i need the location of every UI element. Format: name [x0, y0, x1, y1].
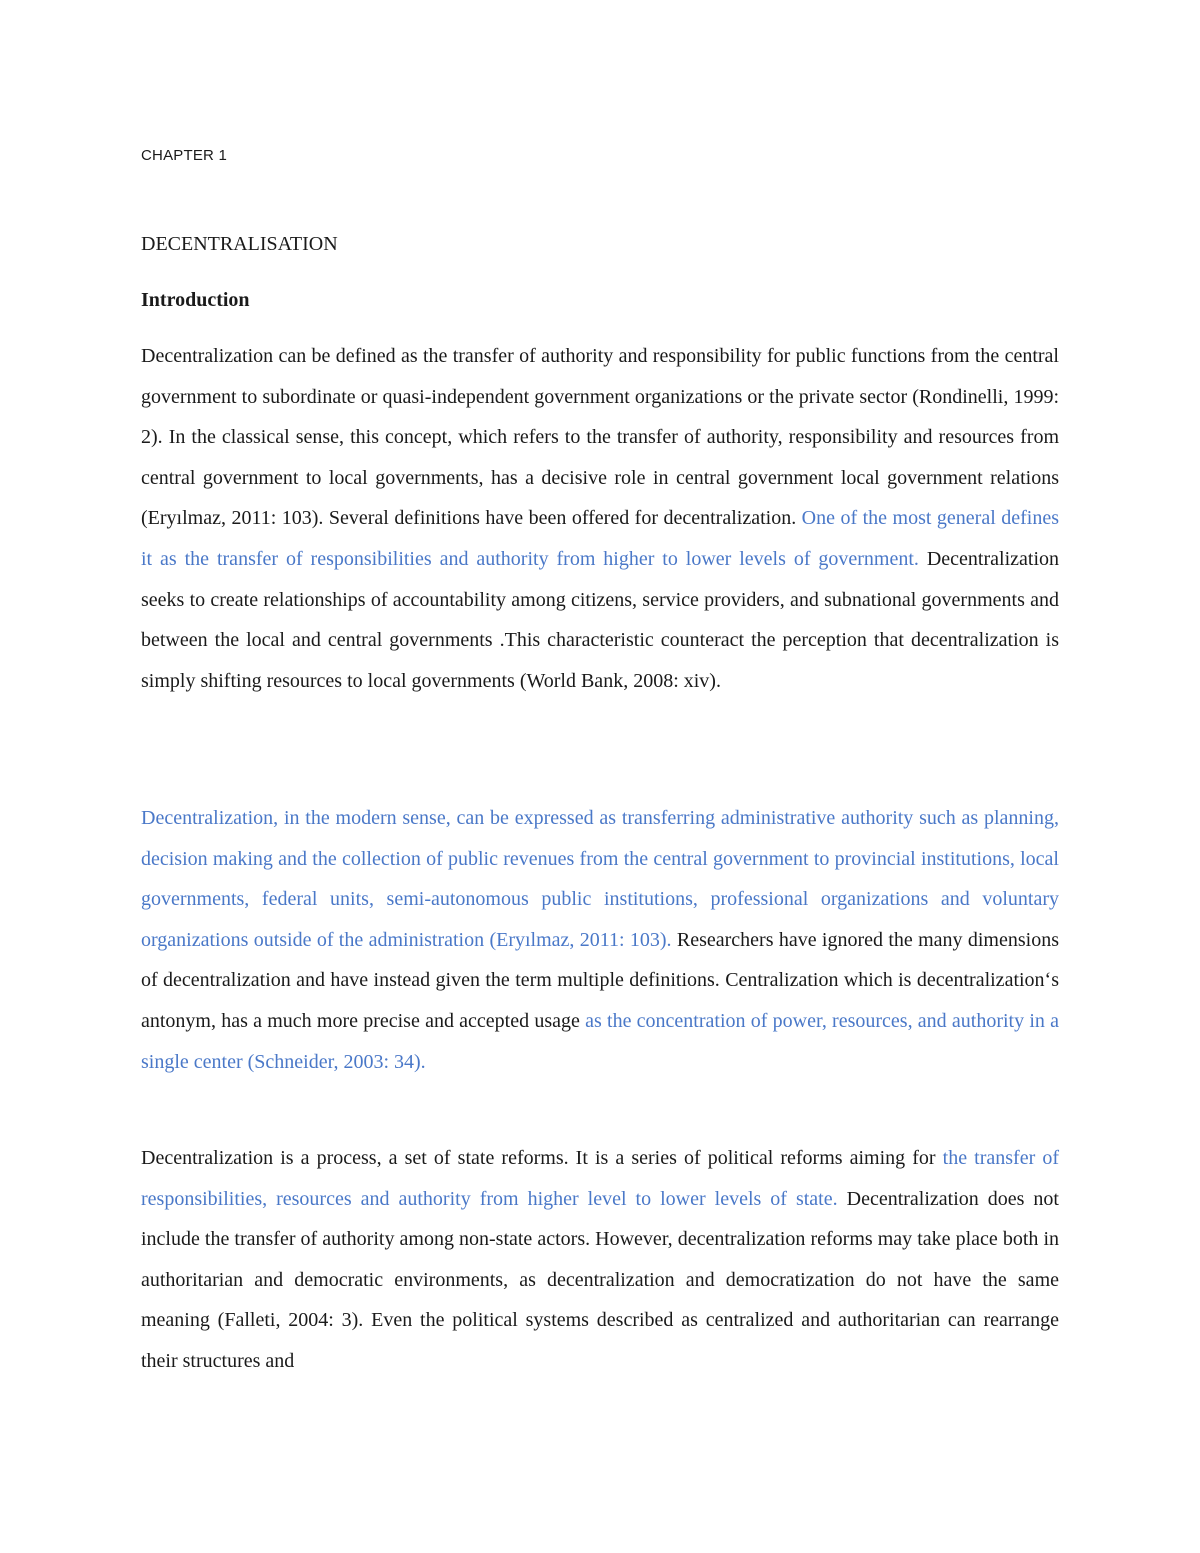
paragraph-1-run-1: Decentralization can be defined as the transfer of authority and responsibility for public functions from the central government to subordinate or quasi-independent government organizations or the private sector (Rondinelli, 1999: 2). In the classical sense, this concept, which refers to the transfer of authority, responsibility and resources from central government to local governments, has a decisive role in central government local government relations (Eryılmaz, 2011: 103). Several definitions have been offered for decentralization. [141, 345, 1059, 530]
paragraph-2-run-3-highlight: as the concentration of power, resources, and authority in a single center (Schneider, 2003: 34). [141, 1009, 1060, 1073]
paragraph-3-run-3: Decentralization does not include the transfer of authority among non-state actors. However, decentralization reforms may take place both in authoritarian and democratic environments, as decentralization and democratization do not have the same meaning (Falleti, 2004: 3). Even the political systems described as centralized and authoritarian can rearrange their structures and [141, 1187, 1059, 1372]
paragraph-1 [141, 336, 1059, 701]
intro-heading: Introduction [141, 289, 250, 311]
section-title: DECENTRALISATION [141, 233, 338, 255]
chapter-label: CHAPTER 1 [141, 147, 227, 164]
paragraph-3-run-2-highlight: the transfer of responsibilities, resources and authority from higher level to lower levels of state. [141, 1147, 1059, 1210]
paragraph-2 [141, 798, 1059, 1082]
paragraph-2-run-2: Researchers have ignored the many dimensions of decentralization and have instead given the term multiple definitions. Centralization which is decentralization‘s antonym, has a much more precise and accepted usage [141, 928, 1059, 1032]
paragraph-3 [141, 1138, 1059, 1382]
paragraph-2-run-1-highlight: Decentralization, in the modern sense, can be expressed as transferring administrative authority such as planning, decision making and the collection of public revenues from the central government to provincial institutions, local governments, federal units, semi-autonomous public institutions, professional organizations and voluntary organizations outside of the administration (Eryılmaz, 2011: 103). [141, 807, 1059, 951]
document-body [141, 140, 1060, 1372]
paragraph-1-run-3: Decentralization seeks to create relationships of accountability among citizens, service providers, and subnational governments and between the local and central governments .This characteristic counteract the perception that decentralization is simply shifting resources to local governments (World Bank, 2008: xiv). [141, 547, 1060, 692]
paragraph-3-run-1: Decentralization is a process, a set of state reforms. It is a series of political reforms aiming for [141, 1147, 943, 1169]
paragraph-1-run-2-highlight: One of the most general defines it as the transfer of responsibilities and authority from higher to lower levels of government. [141, 507, 1059, 570]
